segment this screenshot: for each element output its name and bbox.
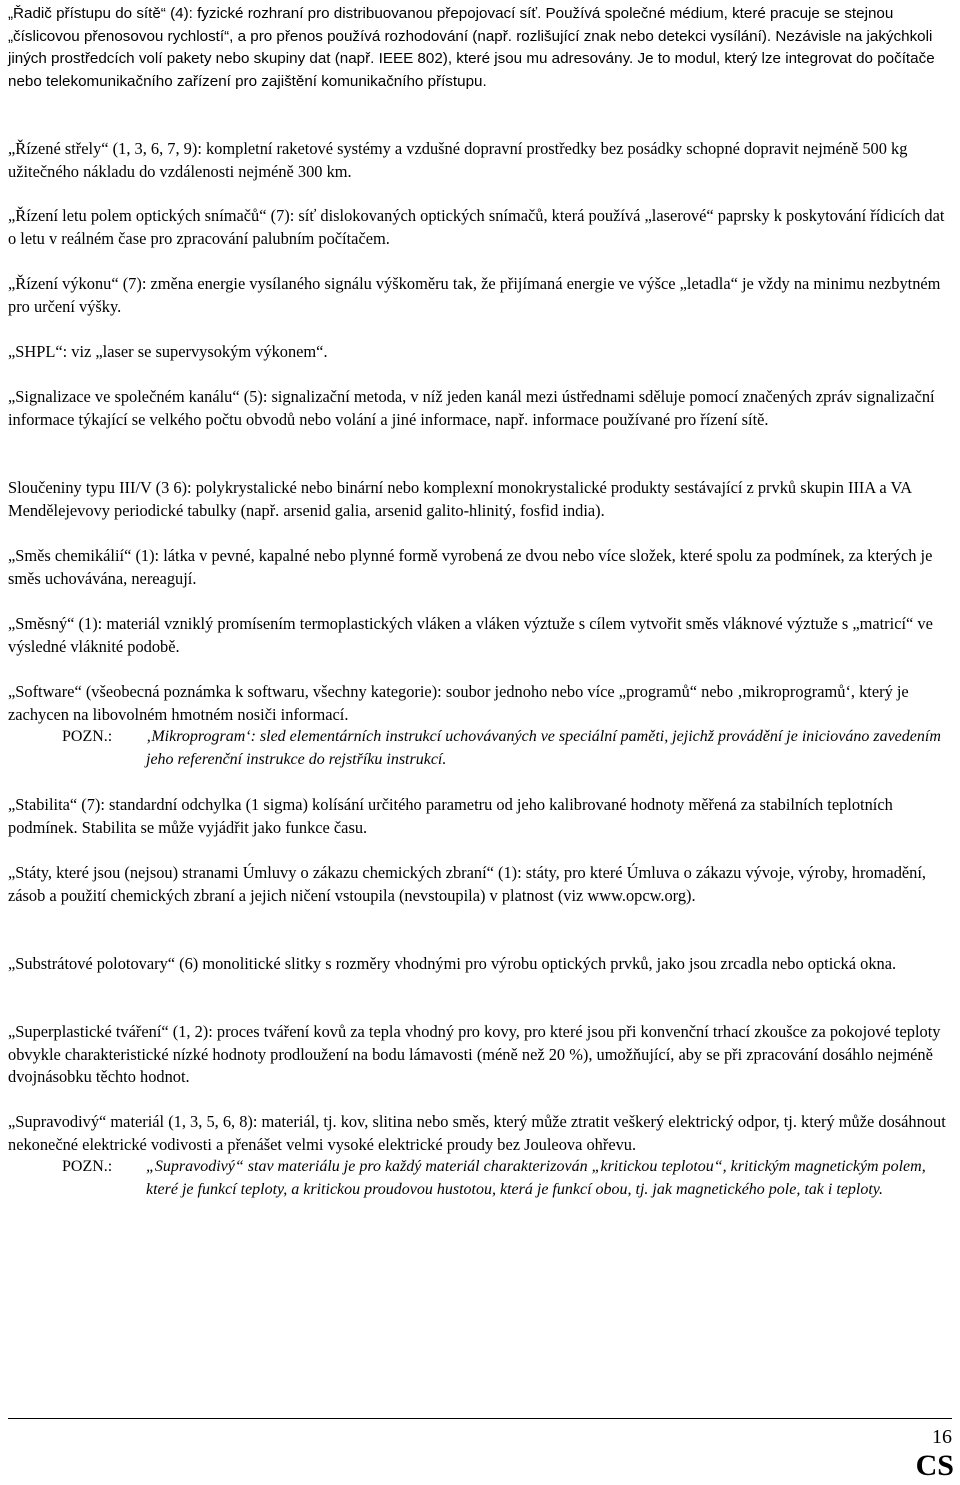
entry-software (8, 681, 952, 771)
entry-shpl: „SHPL“: viz „laser se supervysokým výkonem“. (8, 342, 328, 361)
entry-superconductive-text: „Supravodivý“ materiál (1, 3, 5, 6, 8): materiál, tj. kov, slitina nebo směs, který může ztratit veškerý elektrický odpor, tj. který může dosáhnout nekonečné elektrické vodivosti a přenášet velmi vysoké elektrické proudy bez Jouleova ohřevu. (8, 1112, 946, 1154)
entry-power-management: „Řízení výkonu“ (7): změna energie vysílaného signálu výškoměru tak, že přijímaná energie ve výšce „letadla“ je vždy na minimu nezbytném pro určení výšky. (8, 274, 941, 316)
entry-iii-v-compounds: Sloučeniny typu III/V (3 6): polykrystalické nebo binární nebo komplexní monokrystalické produkty sestávající z prvků skupin IIIA a VA Mendělejevovy periodické tabulky (např. arsenid galia, arsenid galito-hlinitý, fosfid india). (8, 478, 912, 520)
entry-substrate-blanks: „Substrátové polotovary“ (6) monolitické slitky s rozměry vhodnými pro výrobu optických prvků, jako jsou zrcadla nebo optická okna. (8, 954, 897, 973)
entry-superconductive (8, 1111, 952, 1201)
software-note (8, 726, 952, 771)
entry-software-text: „Software“ (všeobecná poznámka k softwaru, všechny kategorie): soubor jednoho nebo více „programů“ nebo ‚mikroprogramů‘, který je zachycen na libovolném hmotném nosiči informací. (8, 682, 909, 724)
entry-superplastic-forming: „Superplastické tváření“ (1, 2): proces tváření kovů za tepla vhodný pro kovy, pro které jsou při konvenční trhací zkoušce za pokojové teploty obvykle charakteristické nízké hodnoty prodloužení na bodu lámavosti (méně než 20 %), umožňující, aby se při zpracování dosáhlo nejméně dvojnásobku těchto hodnot. (8, 1022, 941, 1087)
superconductive-note (8, 1156, 952, 1201)
software-note-label: POZN.: (62, 728, 113, 746)
software-note-text: ‚Mikroprogram‘: sled elementárních instrukcí uchovávaných ve speciální paměti, jejichž provádění je iniciováno zavedením jeho referenční instrukce do rejstříku instrukcí. (146, 728, 941, 768)
footer-divider (8, 1418, 952, 1419)
entry-cwc-states: „Státy, které jsou (nejsou) stranami Úmluvy o zákazu chemických zbraní“ (1): státy, pro které Úmluva o zákazu vývoje, výroby, hromadění, zásob a použití chemických zbraní a jejich ničení vstoupila (nevstoupila) v platnost (viz www.opcw.org). (8, 863, 927, 905)
superconductive-note-text: „Supravodivý“ stav materiálu je pro každý materiál charakterizován „kritickou teplotou“, kritickým magnetickým polem, které je funkcí teploty, a kritickou proudovou hustotou, která je funkcí obou, tj. jak magnetického pole, tak i teploty. (146, 1158, 926, 1198)
entry-access-controller: „Řadič přístupu do sítě“ (4): fyzické rozhraní pro distribuovanou přepojovací síť. Používá společné médium, které pracuje se stejnou „číslicovou přenosovou rychlostí“, a pro přenos používá rozhodování (např. rozlišující znak nebo detekci vysílání). Nezávisle na jakýchkoli jiných prostředcích volí pakety nebo skupiny dat (např. IEEE 802), které jsou mu adresovány. Je to modul, který lze integrovat do počítače nebo telekomunikačního zařízení pro zajištění komunikačního přístupu. (8, 5, 935, 90)
entry-chemical-mixture: „Směs chemikálií“ (1): látka v pevné, kapalné nebo plynné formě vyrobená ze dvou nebo více složek, které spolu za podmínek, za kterých je směs uchovávána, nereagují. (8, 546, 933, 588)
entry-fly-by-light: „Řízení letu polem optických snímačů“ (7): síť dislokovaných optických snímačů, která používá „laserové“ paprsky k poskytování řídicích dat o letu v reálném čase pro zpracování palubním počítačem. (8, 206, 945, 248)
entry-stability: „Stabilita“ (7): standardní odchylka (1 sigma) kolísání určitého parametru od jeho kalibrované hodnoty měřená za stabilních teplotních podmínek. Stabilita se může vyjádřit jako funkce času. (8, 795, 893, 837)
entry-commingled: „Směsný“ (1): materiál vzniklý promísením termoplastických vláken a vláken výztuže s cílem vytvořit směs vláknové výztuže s „matricí“ ve výsledné vláknité podobě. (8, 614, 933, 656)
entry-guided-missiles: „Řízené střely“ (1, 3, 6, 7, 9): kompletní raketové systémy a vzdušné dopravní prostředky bez posádky schopné dopravit nejméně 500 kg užitečného nákladu do vzdálenosti nejméně 300 km. (8, 139, 908, 181)
page-number: 16 (932, 1426, 952, 1448)
language-code: CS (915, 1449, 954, 1482)
superconductive-note-label: POZN.: (62, 1158, 113, 1176)
entry-common-channel-signalling: „Signalizace ve společném kanálu“ (5): signalizační metoda, v níž jeden kanál mezi ústřednami sděluje pomocí značených zpráv signalizační informace týkající se velkého počtu obvodů nebo volání a jiné informace, např. informace používané pro řízení sítě. (8, 387, 935, 429)
